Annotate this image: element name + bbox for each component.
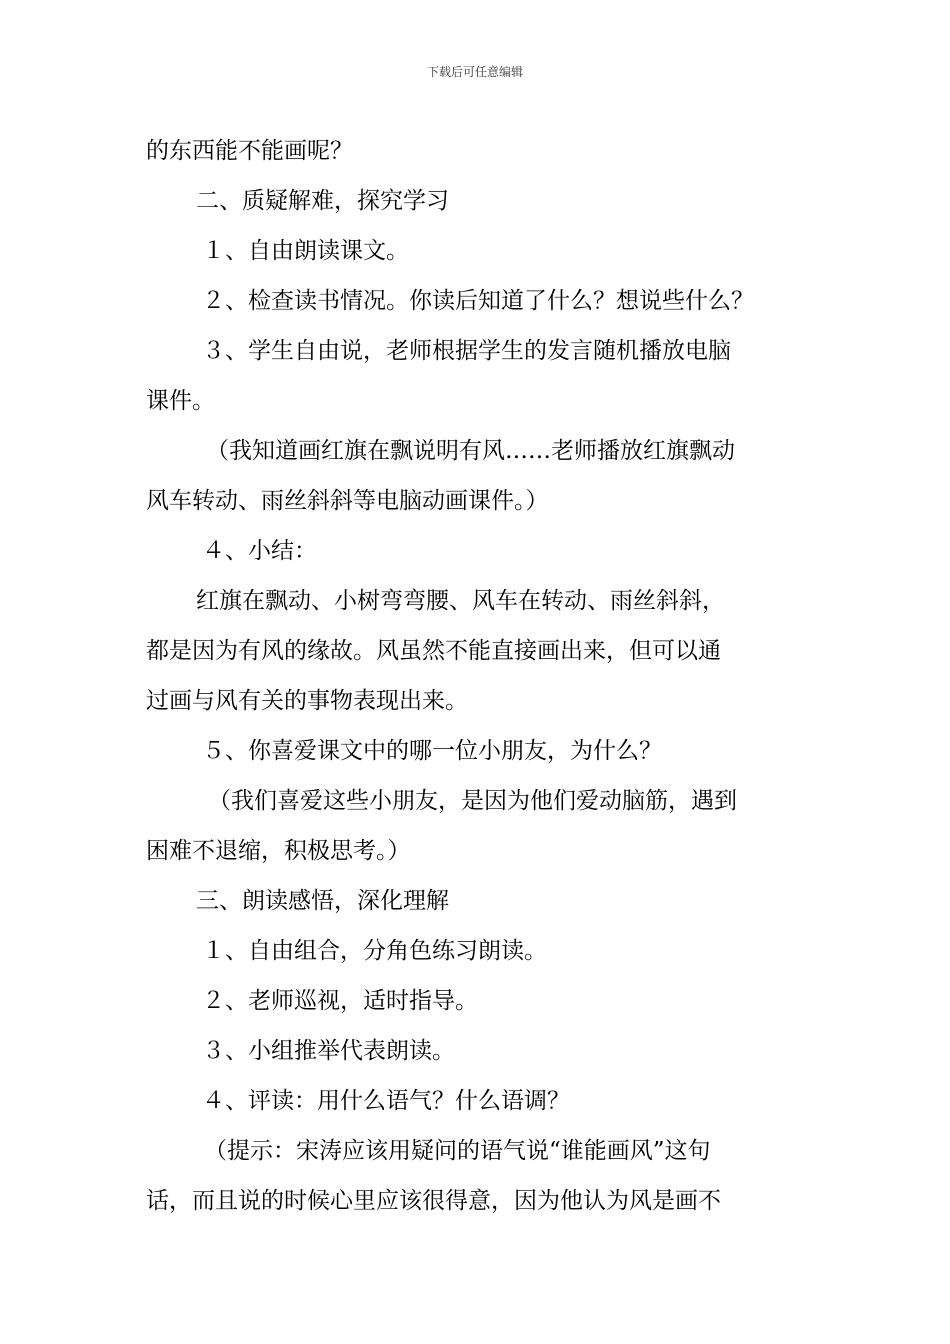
text-line: 风车转动、雨丝斜斜等电脑动画课件。） [146, 488, 549, 514]
list-item: ３、小组推举代表朗读。 [202, 1038, 455, 1064]
text-line: 都是因为有风的缘故。风虽然不能直接画出来，但可以通 [146, 638, 721, 664]
list-item: ５、你喜爱课文中的哪一位小朋友，为什么？ [202, 738, 662, 764]
text-line: 话，而且说的时候心里应该很得意，因为他认为风是画不 [146, 1188, 721, 1214]
list-item: ４、评读：用什么语气？什么语调？ [202, 1088, 570, 1114]
document-body [146, 126, 812, 1226]
list-item: ４、小结： [202, 538, 317, 564]
text-line: 过画与风有关的事物表现出来。 [146, 688, 468, 714]
text-line: 课件。 [146, 388, 215, 414]
list-item: ３、学生自由说，老师根据学生的发言随机播放电脑 [202, 338, 731, 364]
text-line: （我们喜爱这些小朋友，是因为他们爱动脑筋，遇到 [208, 788, 737, 814]
list-item: ２、老师巡视，适时指导。 [202, 988, 478, 1014]
text-line: （提示：宋涛应该用疑问的语气说“谁能画风”这句 [204, 1138, 711, 1164]
list-item: ２、检查读书情况。你读后知道了什么？想说些什么？ [202, 288, 754, 314]
list-item: １、自由组合，分角色练习朗读。 [202, 938, 547, 964]
list-item: １、自由朗读课文。 [202, 238, 409, 264]
text-line: （我知道画红旗在飘说明有风……老师播放红旗飘动 [206, 438, 735, 464]
text-line: 红旗在飘动、小树弯弯腰、风车在转动、雨丝斜斜， [196, 588, 725, 614]
text-line: 困难不退缩，积极思考。） [146, 838, 411, 864]
page-header-note: 下载后可任意编辑 [426, 65, 523, 79]
section-heading: 二、质疑解难，探究学习 [196, 188, 449, 214]
text-line: 的东西能不能画呢？ [146, 138, 353, 164]
section-heading: 三、朗读感悟，深化理解 [196, 888, 449, 914]
